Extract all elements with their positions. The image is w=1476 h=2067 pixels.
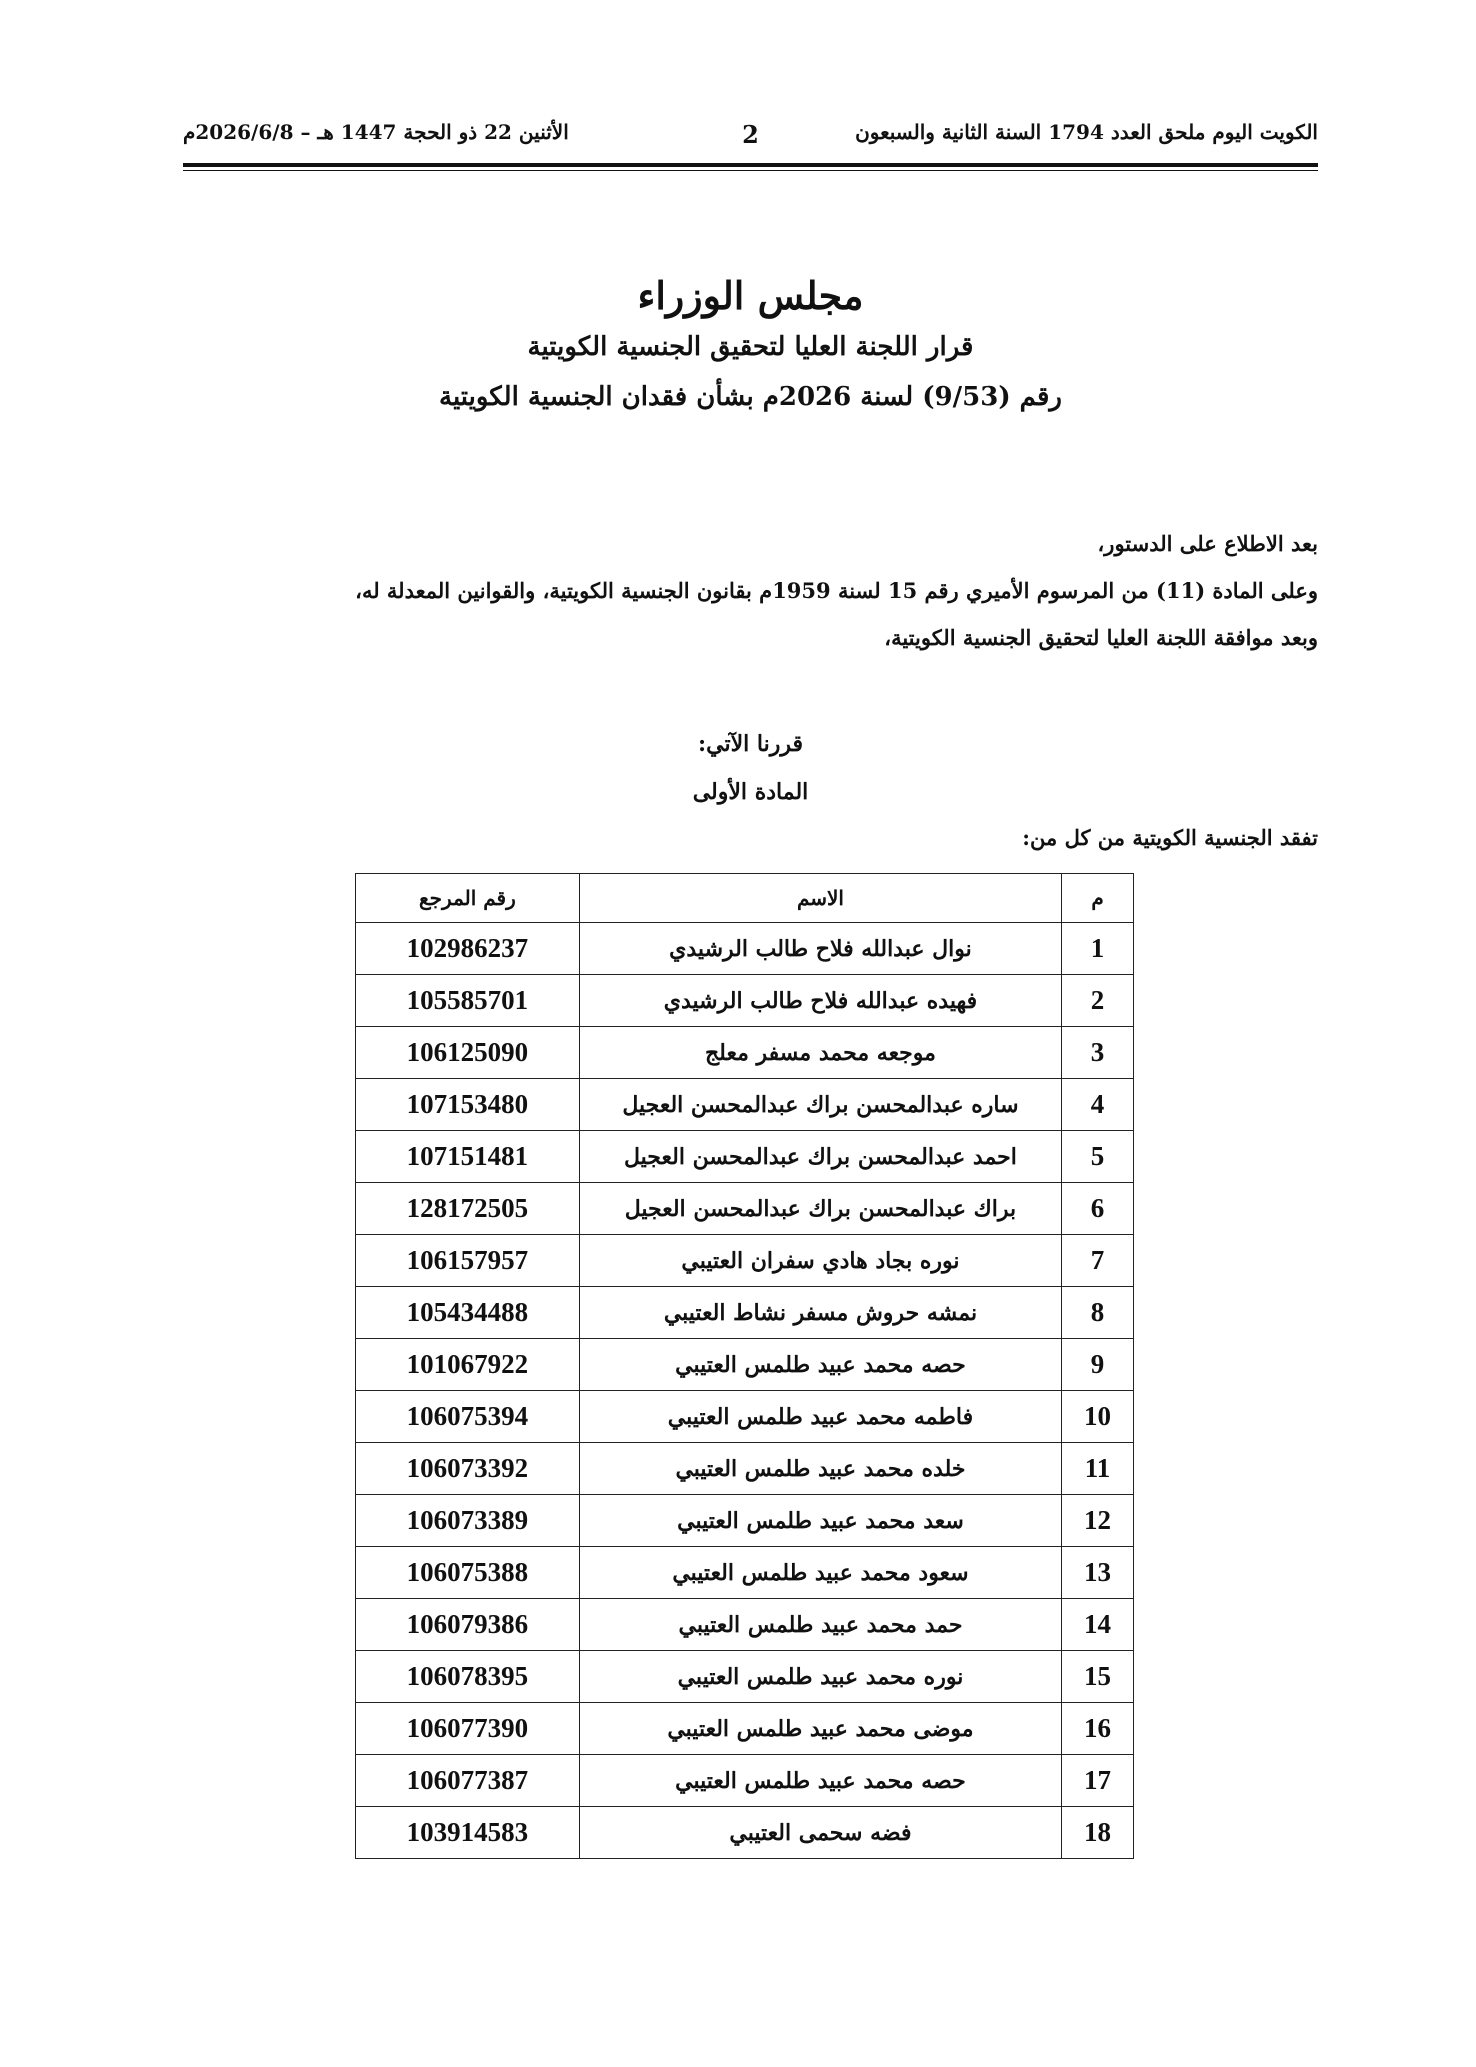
reference-number-cell: 106077390 [356,1703,580,1755]
column-header-reference: رقم المرجع [356,874,580,923]
name-cell: حصه محمد عبيد طلمس العتيبي [579,1339,1061,1391]
reference-number-cell: 106157957 [356,1235,580,1287]
table-row [356,1079,1134,1131]
gazette-issue-info: الكويت اليوم ملحق العدد 1794 السنة الثانية والسبعون [855,120,1318,144]
table-header-row [356,874,1134,923]
reference-number-cell: 107151481 [356,1131,580,1183]
row-number-cell: 1 [1062,923,1134,975]
article-heading: المادة الأولى [692,779,809,805]
row-number-cell: 3 [1062,1027,1134,1079]
reference-number-cell: 106075388 [356,1547,580,1599]
reference-number-cell: 106077387 [356,1755,580,1807]
row-number-cell: 17 [1062,1755,1134,1807]
reference-number-cell: 102986237 [356,923,580,975]
row-number-cell: 10 [1062,1391,1134,1443]
reference-number-cell: 105585701 [356,975,580,1027]
reference-number-cell: 106073389 [356,1495,580,1547]
name-cell: فاطمه محمد عبيد طلمس العتيبي [579,1391,1061,1443]
table-row [356,1599,1134,1651]
row-number-cell: 12 [1062,1495,1134,1547]
name-cell: نوره محمد عبيد طلمس العتيبي [579,1651,1061,1703]
name-cell: سعد محمد عبيد طلمس العتيبي [579,1495,1061,1547]
table-row [356,975,1134,1027]
preamble-line: بعد الاطلاع على الدستور، [1097,531,1318,556]
header-divider-thick [183,163,1318,167]
name-cell: موضى محمد عبيد طلمس العتيبي [579,1703,1061,1755]
table-row [356,923,1134,975]
reference-number-cell: 106078395 [356,1651,580,1703]
header-divider-thin [183,170,1318,171]
preamble-line: وبعد موافقة اللجنة العليا لتحقيق الجنسية الكويتية، [884,625,1318,650]
name-cell: نوال عبدالله فلاح طالب الرشيدي [579,923,1061,975]
name-cell: احمد عبدالمحسن براك عبدالمحسن العجيل [579,1131,1061,1183]
reference-number-cell: 106125090 [356,1027,580,1079]
table-row [356,1391,1134,1443]
row-number-cell: 2 [1062,975,1134,1027]
table-row [356,1703,1134,1755]
preamble-line: وعلى المادة (11) من المرسوم الأميري رقم 15 لسنة 1959م بقانون الجنسية الكويتية، والقوانين المعدلة له، [355,578,1318,603]
page-number: 2 [742,120,759,149]
reference-number-cell: 128172505 [356,1183,580,1235]
name-cell: خلده محمد عبيد طلمس العتيبي [579,1443,1061,1495]
reference-number-cell: 105434488 [356,1287,580,1339]
table-row [356,1183,1134,1235]
decision-heading-block [183,720,1318,816]
article-intro: تفقد الجنسية الكويتية من كل من: [1022,825,1318,850]
row-number-cell: 11 [1062,1443,1134,1495]
reference-number-cell: 106073392 [356,1443,580,1495]
name-cell: موجعه محمد مسفر معلج [579,1027,1061,1079]
reference-number-cell: 107153480 [356,1079,580,1131]
table-body [356,923,1134,1859]
name-cell: حمد محمد عبيد طلمس العتيبي [579,1599,1061,1651]
table-row [356,1131,1134,1183]
row-number-cell: 4 [1062,1079,1134,1131]
table-row [356,1651,1134,1703]
name-cell: ساره عبدالمحسن براك عبدالمحسن العجيل [579,1079,1061,1131]
revocation-table [355,873,1134,1859]
row-number-cell: 6 [1062,1183,1134,1235]
row-number-cell: 5 [1062,1131,1134,1183]
row-number-cell: 13 [1062,1547,1134,1599]
issuing-authority: مجلس الوزراء [637,273,864,318]
page-header [183,120,1318,150]
table-row [356,1807,1134,1859]
reference-number-cell: 106079386 [356,1599,580,1651]
name-cell: فهيده عبدالله فلاح طالب الرشيدي [579,975,1061,1027]
reference-number-cell: 106075394 [356,1391,580,1443]
row-number-cell: 9 [1062,1339,1134,1391]
row-number-cell: 16 [1062,1703,1134,1755]
column-header-number: م [1062,874,1134,923]
name-cell: نوره بجاد هادي سفران العتيبي [579,1235,1061,1287]
decree-title-line-2: رقم (9/53) لسنة 2026م بشأن فقدان الجنسية الكويتية [439,382,1062,412]
reference-number-cell: 101067922 [356,1339,580,1391]
row-number-cell: 15 [1062,1651,1134,1703]
row-number-cell: 14 [1062,1599,1134,1651]
name-cell: براك عبدالمحسن براك عبدالمحسن العجيل [579,1183,1061,1235]
row-number-cell: 18 [1062,1807,1134,1859]
table-row [356,1339,1134,1391]
name-cell: فضه سحمى العتيبي [579,1807,1061,1859]
column-header-name: الاسم [579,874,1061,923]
name-cell: حصه محمد عبيد طلمس العتيبي [579,1755,1061,1807]
decree-title-line-1: قرار اللجنة العليا لتحقيق الجنسية الكويتية [527,332,974,362]
table-row [356,1755,1134,1807]
reference-number-cell: 103914583 [356,1807,580,1859]
name-cell: سعود محمد عبيد طلمس العتيبي [579,1547,1061,1599]
decision-heading: قررنا الآتي: [697,731,803,757]
decree-title-block [183,270,1318,422]
table-row [356,1547,1134,1599]
row-number-cell: 7 [1062,1235,1134,1287]
name-cell: نمشه حروش مسفر نشاط العتيبي [579,1287,1061,1339]
table-row [356,1443,1134,1495]
table-row [356,1287,1134,1339]
row-number-cell: 8 [1062,1287,1134,1339]
table-row [356,1027,1134,1079]
preamble [183,520,1318,661]
table-row [356,1235,1134,1287]
table-row [356,1495,1134,1547]
issue-date: الأثنين 22 ذو الحجة 1447 هـ – 2026/6/8م [183,120,569,144]
